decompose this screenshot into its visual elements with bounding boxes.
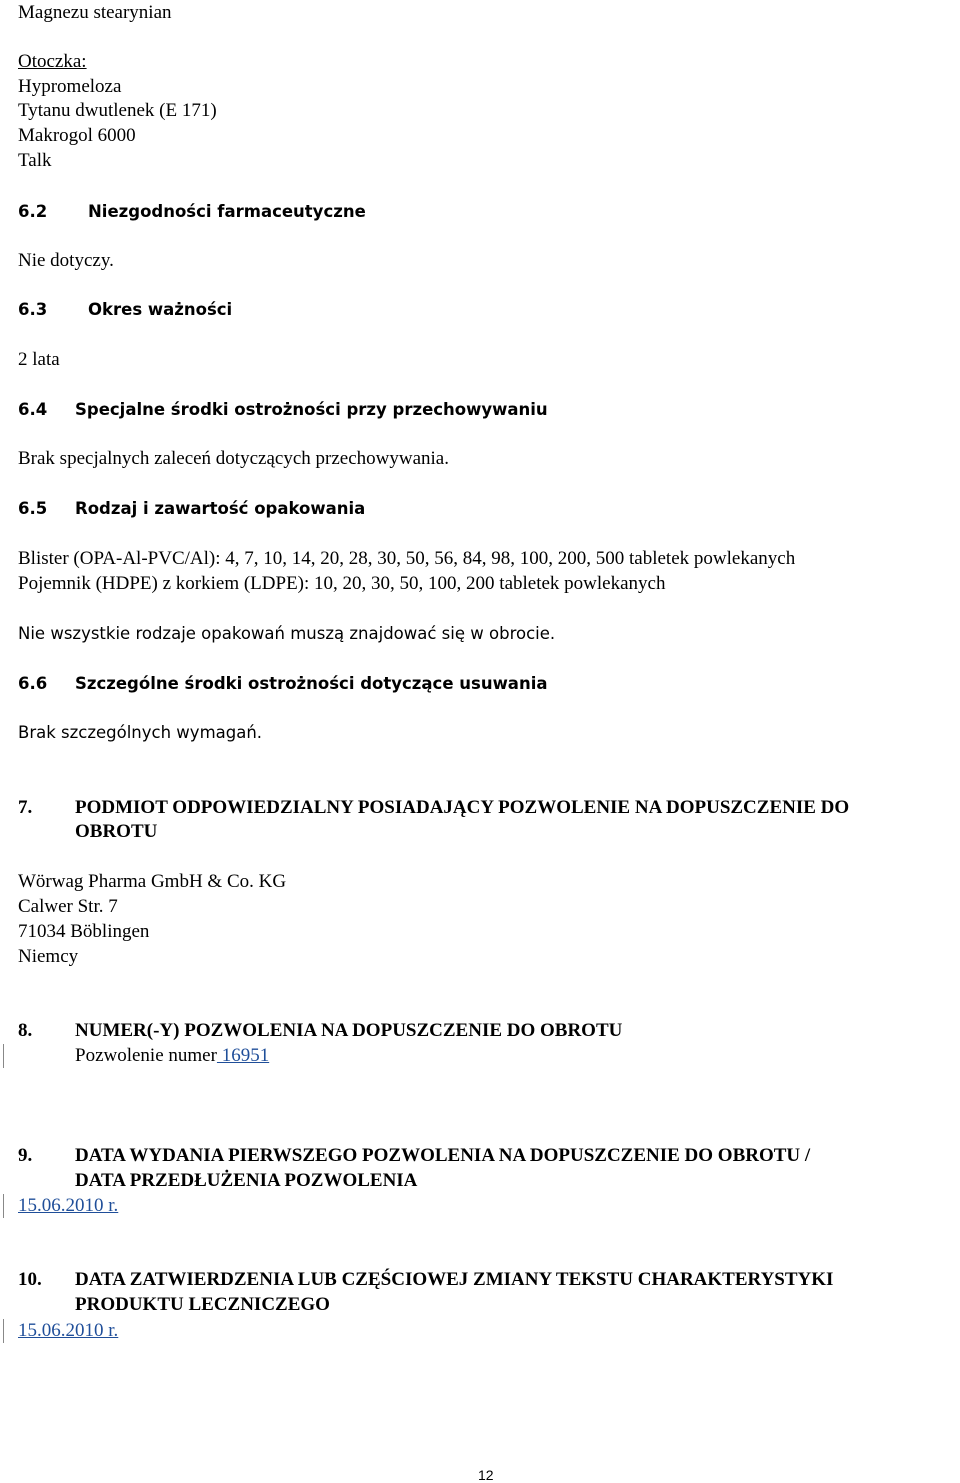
section-text: Nie dotyczy. [18,250,114,271]
section-number: 8. [18,1020,33,1041]
coating-heading: Otoczka: [18,51,87,72]
coating-item: Hypromeloza [18,76,122,97]
section-number: 6.2 [18,202,48,221]
section-title: OBROTU [75,821,158,842]
section-text: 2 lata [18,349,60,370]
section-title: PRODUKTU LECZNICZEGO [75,1294,330,1315]
section-number: 10. [18,1269,42,1290]
section-title: DATA ZATWIERDZENIA LUB CZĘŚCIOWEJ ZMIANY TEKSTU CHARAKTERYSTYKI [75,1269,834,1290]
composition-line: Magnezu stearynian [18,2,172,23]
section-number: 6.6 [18,674,48,693]
section-text: Brak specjalnych zaleceń dotyczących przechowywania. [18,448,449,469]
revision-bar [3,1319,4,1343]
section-number: 6.5 [18,499,48,518]
text-revision-date: 15.06.2010 r. [18,1320,119,1341]
section-title: PODMIOT ODPOWIEDZIALNY POSIADAJĄCY POZWOLENIE NA DOPUSZCZENIE DO [75,797,850,818]
section-title: DATA PRZEDŁUŻENIA POZWOLENIA [75,1170,418,1191]
coating-item: Talk [18,150,52,171]
address-line: Calwer Str. 7 [18,896,118,917]
packaging-line: Blister (OPA-Al-PVC/Al): 4, 7, 10, 14, 20, 28, 30, 50, 56, 84, 98, 100, 200, 500 tabletek powlekanych [18,548,796,569]
revision-bar [3,1194,4,1218]
section-title: Okres ważności [88,300,233,319]
section-title: Specjalne środki ostrożności przy przechowywaniu [75,400,548,419]
coating-item: Makrogol 6000 [18,125,136,146]
address-line: Niemcy [18,946,79,967]
section-number: 7. [18,797,33,818]
packaging-line: Pojemnik (HDPE) z korkiem (LDPE): 10, 20, 30, 50, 100, 200 tabletek powlekanych [18,573,666,594]
section-title: NUMER(-Y) POZWOLENIA NA DOPUSZCZENIE DO OBROTU [75,1020,623,1041]
page-number: 12 [478,1467,494,1483]
coating-item: Tytanu dwutlenek (E 171) [18,100,217,121]
first-authorization-date: 15.06.2010 r. [18,1195,119,1216]
section-title: Rodzaj i zawartość opakowania [75,499,366,518]
revision-bar [3,1044,4,1068]
section-number: 9. [18,1145,33,1166]
section-title: DATA WYDANIA PIERWSZEGO POZWOLENIA NA DOPUSZCZENIE DO OBROTU / [75,1145,811,1166]
section-title: Szczególne środki ostrożności dotyczące usuwania [75,674,548,693]
authorization-line [75,1044,269,1068]
section-title: Niezgodności farmaceutyczne [88,202,366,221]
authorization-label: Pozwolenie numer [75,1045,217,1066]
section-number: 6.4 [18,400,48,419]
authorization-number: 16951 [216,1045,270,1066]
address-line: 71034 Böblingen [18,921,150,942]
address-line: Wörwag Pharma GmbH & Co. KG [18,871,287,892]
section-text: Brak szczególnych wymagań. [18,723,263,742]
packaging-note: Nie wszystkie rodzaje opakowań muszą znajdować się w obrocie. [18,624,556,643]
section-number: 6.3 [18,300,48,319]
